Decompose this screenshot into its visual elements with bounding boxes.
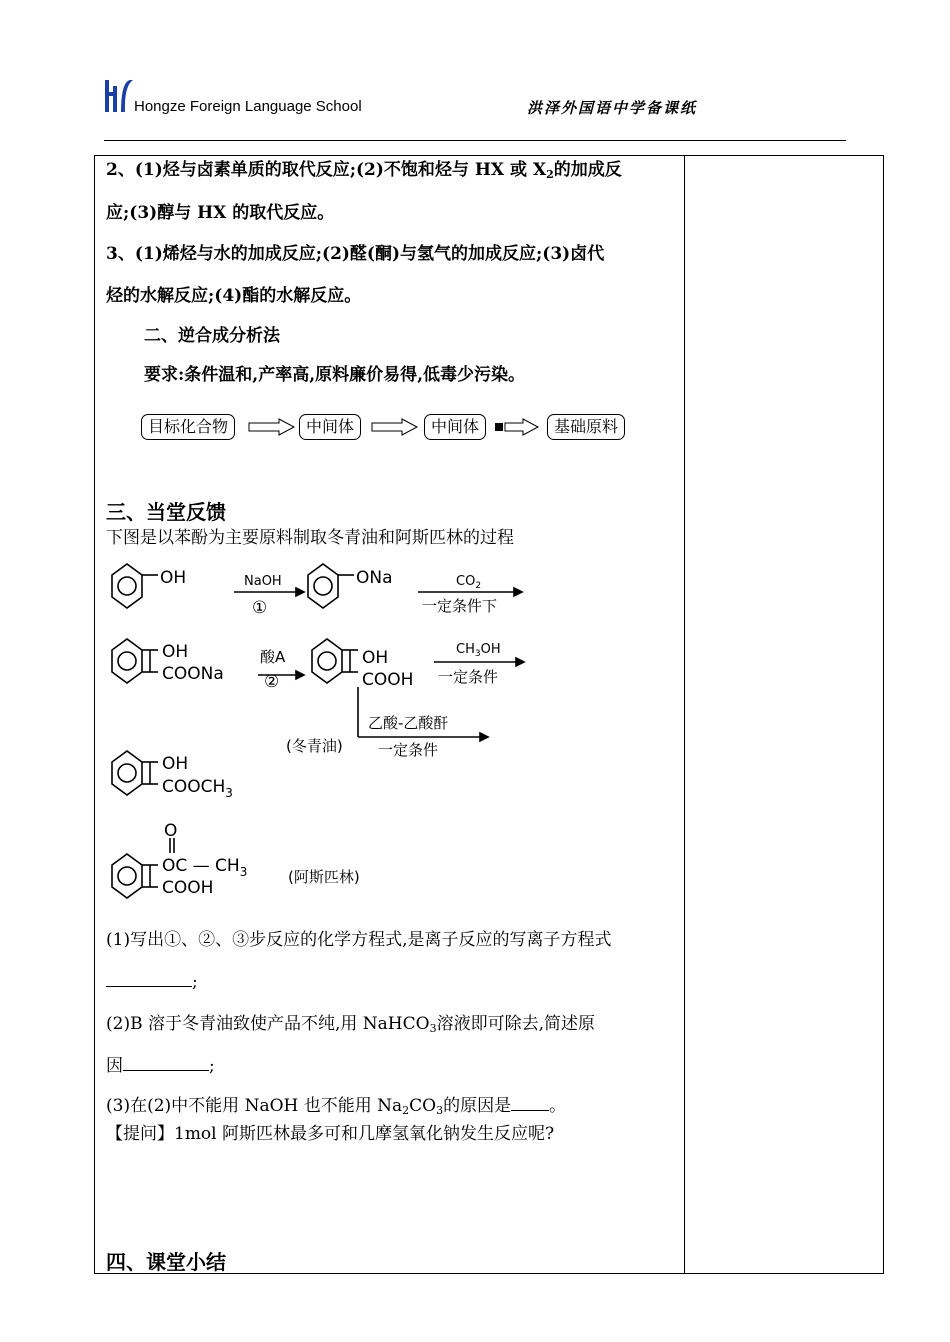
- flow-arrow-1: [247, 418, 297, 436]
- benzene-ring-salicylate: [112, 639, 142, 683]
- reagent-acetic-anhydride: 乙酸-乙酸酐: [368, 714, 449, 732]
- condition-2: 一定条件下: [422, 597, 498, 615]
- salicylate-oh: OH: [162, 642, 189, 662]
- table-column-separator: [684, 155, 685, 1274]
- scheme-intro: 下图是以苯酚为主要原料制取冬青油和阿斯匹林的过程: [106, 528, 514, 548]
- flow-box-target: 目标化合物: [141, 414, 235, 440]
- question-ask: 【提问】1mol 阿斯匹林最多可和几摩氢氧化钠发生反应呢?: [106, 1124, 555, 1144]
- step-label-2: ②: [264, 672, 280, 692]
- section2-title: 二、逆合成分析法: [144, 326, 280, 346]
- section3-title: 三、当堂反馈: [106, 500, 226, 524]
- benzene-ring-aspirin: [112, 854, 142, 898]
- header-rule: [104, 140, 846, 141]
- question-1: (1)写出①、②、③步反应的化学方程式,是离子反应的写离子方程式: [106, 930, 612, 950]
- school-name-en: Hongze Foreign Language School: [134, 98, 362, 115]
- step-label-1: ①: [252, 598, 268, 618]
- answer-blank-1[interactable]: [106, 972, 192, 987]
- reagent-co2: $CO_2$: [456, 574, 482, 591]
- reaction-scheme: [100, 555, 620, 905]
- school-logo: [104, 78, 134, 114]
- flow-box-intermediate-1: 中间体: [299, 414, 361, 440]
- benzene-ring-phenol: [112, 564, 142, 608]
- reagent-acid-a: 酸A: [260, 648, 286, 666]
- question-1-answer: ;: [106, 972, 198, 992]
- benzene-ring-salicylic-acid: [312, 639, 342, 683]
- requirement-text: 要求:条件温和,产率高,原料廉价易得,低毒少污染。: [144, 365, 526, 385]
- aspirin-acetyl: OC — $CH_3$: [162, 856, 248, 879]
- aspirin-carbonyl-o: O: [164, 821, 178, 841]
- ester-oh: OH: [162, 754, 189, 774]
- flow-arrow-2: [370, 418, 420, 436]
- reagent-naoh: NaOH: [244, 574, 282, 589]
- question-2: (2)B 溶于冬青油致使产品不纯,用 NaHCO$_3$溶液即可除去,简述原: [106, 1014, 595, 1035]
- ester-cooch3: $COOCH_3$: [162, 777, 233, 800]
- content-line-4: 烃的水解反应;(4)酯的水解反应。: [106, 286, 362, 306]
- content-line-3: 3、(1)烯烃与水的加成反应;(2)醛(酮)与氢气的加成反应;(3)卤代: [106, 244, 605, 264]
- flow-box-intermediate-2: 中间体: [424, 414, 486, 440]
- aspirin-cooh: COOH: [162, 878, 214, 898]
- wintergreen-label: (冬青油): [286, 737, 343, 755]
- salicylic-acid-cooh: COOH: [362, 670, 414, 690]
- benzene-ring-phenoxide: [308, 564, 338, 608]
- phenol-oh: OH: [160, 568, 187, 588]
- benzene-ring-wintergreen: [112, 751, 142, 795]
- content-line-1: 2、(1)烃与卤素单质的取代反应;(2)不饱和烃与 HX 或 $X_2$的加成反: [106, 160, 622, 181]
- flow-arrow-3: [493, 418, 543, 436]
- salicylic-acid-oh: OH: [362, 648, 389, 668]
- salicylate-coona: COONa: [162, 664, 224, 684]
- content-line-2: 应;(3)醇与 HX 的取代反应。: [106, 203, 335, 223]
- reagent-methanol: $CH_3OH$: [456, 642, 501, 659]
- question-2-line-2: 因 ;: [106, 1056, 215, 1076]
- school-name-cn: 洪泽外国语中学备课纸: [527, 99, 698, 117]
- condition-4: 一定条件: [438, 668, 499, 686]
- flow-box-raw-material: 基础原料: [547, 414, 625, 440]
- phenoxide-ona: ONa: [356, 568, 393, 588]
- aspirin-label: (阿斯匹林): [288, 868, 360, 886]
- question-3: (3)在(2)中不能用 NaOH 也不能用 $Na_2CO_3$的原因是 。: [106, 1096, 567, 1117]
- answer-blank-2[interactable]: [123, 1056, 209, 1071]
- condition-5: 一定条件: [378, 741, 439, 759]
- section4-title: 四、课堂小结: [106, 1250, 226, 1274]
- answer-blank-3[interactable]: [511, 1096, 549, 1111]
